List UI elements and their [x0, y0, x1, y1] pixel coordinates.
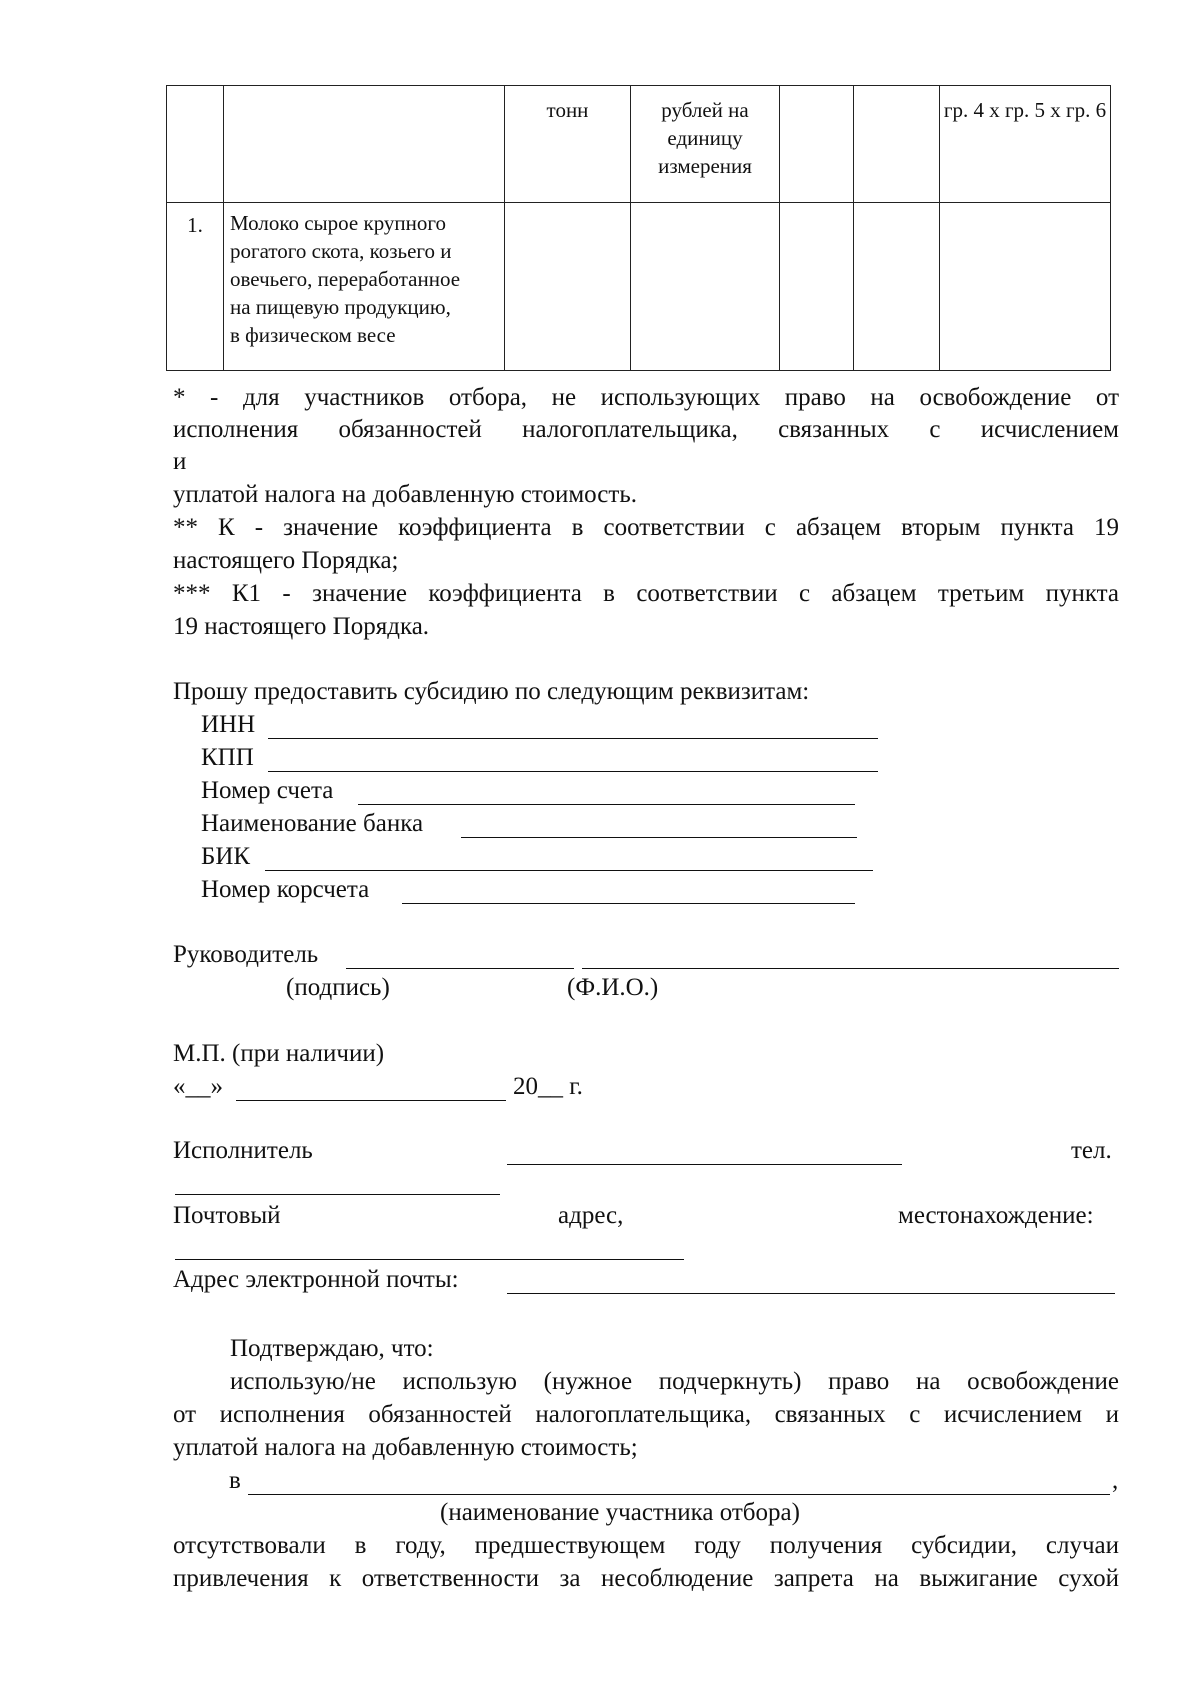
- footnote-1: уплатой налога на добавленную стоимость.: [173, 481, 637, 508]
- postal-label: Почтовый: [173, 1202, 281, 1229]
- table-cell: [224, 86, 505, 203]
- bik-field[interactable]: [265, 870, 873, 871]
- table-cell: [854, 86, 940, 203]
- confirm-paragraph-1: использую/не использую (нужное подчеркнуть) право на освобождение: [230, 1368, 1119, 1395]
- email-label: Адрес электронной почты:: [173, 1266, 459, 1293]
- footnote-3: 19 настоящего Порядка.: [173, 613, 430, 640]
- participant-name-field[interactable]: [248, 1494, 1110, 1495]
- date-month-field[interactable]: [236, 1100, 506, 1101]
- kpp-label: КПП: [201, 744, 254, 771]
- confirm-paragraph-1: уплатой налога на добавленную стоимость;: [173, 1434, 638, 1461]
- bik-label: БИК: [201, 843, 251, 870]
- confirm-title: Подтверждаю, что:: [230, 1335, 434, 1362]
- corr-account-label: Номер корсчета: [201, 876, 370, 903]
- cell-rate-input[interactable]: [631, 203, 780, 371]
- subsidy-calculation-table: [166, 85, 1111, 371]
- signature-field[interactable]: [346, 968, 574, 969]
- cell-k1-input[interactable]: [854, 203, 940, 371]
- signature-caption: (подпись): [286, 974, 390, 1001]
- cell-tonnes-input[interactable]: [505, 203, 631, 371]
- table-header-row: [167, 86, 1111, 203]
- kpp-field[interactable]: [268, 771, 878, 772]
- footnote-3: *** К1 - значение коэффициента в соответствии с абзацем третьим пункта: [173, 580, 1119, 607]
- email-field[interactable]: [507, 1293, 1115, 1294]
- stamp-label: М.П. (при наличии): [173, 1040, 385, 1067]
- postal-label: местонахождение:: [898, 1202, 1094, 1229]
- product-name-line: в физическом весе: [230, 323, 396, 347]
- table-row: [167, 203, 1111, 371]
- account-field[interactable]: [358, 804, 855, 805]
- confirm-paragraph-1: от исполнения обязанностей налогоплательщика, связанных с исчислением и: [173, 1401, 1119, 1428]
- footnote-2: настоящего Порядка;: [173, 547, 399, 574]
- footnote-2: ** К - значение коэффициента в соответствии с абзацем вторым пункта 19: [173, 514, 1119, 541]
- date-day: «__»: [173, 1073, 223, 1100]
- confirm-prefix: в: [229, 1467, 241, 1494]
- row-product-name: [224, 203, 505, 371]
- postal-label: адрес,: [558, 1202, 624, 1229]
- cell-total-input[interactable]: [940, 203, 1111, 371]
- table-cell: [167, 86, 224, 203]
- confirm-comma: ,: [1112, 1467, 1119, 1494]
- phone-label: тел.: [1071, 1137, 1112, 1164]
- cell-k-input[interactable]: [780, 203, 854, 371]
- product-name-line: рогатого скота, козьего и: [230, 239, 452, 263]
- table-cell: [780, 86, 854, 203]
- corr-account-field[interactable]: [402, 903, 855, 904]
- head-label: Руководитель: [173, 941, 319, 968]
- footnote-1: и: [173, 448, 187, 475]
- bank-label: Наименование банка: [201, 810, 424, 837]
- requisites-intro: Прошу предоставить субсидию по следующим реквизитам:: [173, 678, 810, 705]
- date-year: 20__ г.: [513, 1073, 583, 1100]
- account-label: Номер счета: [201, 777, 334, 804]
- confirm-paragraph-2: привлечения к ответственности за несоблюдение запрета на выжигание сухой: [173, 1565, 1119, 1592]
- executor-label: Исполнитель: [173, 1137, 313, 1164]
- row-number: 1.: [167, 203, 224, 371]
- product-name-line: овечьего, переработанное: [230, 267, 461, 291]
- inn-field[interactable]: [268, 738, 878, 739]
- table-cell-unit-tonnes: тонн: [505, 86, 631, 203]
- fio-field[interactable]: [582, 968, 1119, 969]
- confirm-paragraph-2: отсутствовали в году, предшествующем году получения субсидии, случаи: [173, 1532, 1119, 1559]
- table-cell-rate: рублей на единицу измерения: [631, 86, 780, 203]
- product-name-line: на пищевую продукцию,: [230, 295, 451, 319]
- footnote-1: исполнения обязанностей налогоплательщика, связанных с исчислением: [173, 416, 1119, 443]
- participant-name-caption: (наименование участника отбора): [440, 1499, 800, 1526]
- inn-label: ИНН: [201, 711, 256, 738]
- product-name-line: Молоко сырое крупного: [230, 211, 446, 235]
- fio-caption: (Ф.И.О.): [567, 974, 659, 1001]
- executor-field[interactable]: [507, 1164, 902, 1165]
- postal-address-field[interactable]: [175, 1259, 684, 1260]
- phone-field[interactable]: [175, 1194, 500, 1195]
- footnote-1: * - для участников отбора, не использующих право на освобождение от: [173, 384, 1119, 411]
- table-cell-formula: гр. 4 х гр. 5 х гр. 6: [940, 86, 1111, 203]
- bank-field[interactable]: [461, 837, 857, 838]
